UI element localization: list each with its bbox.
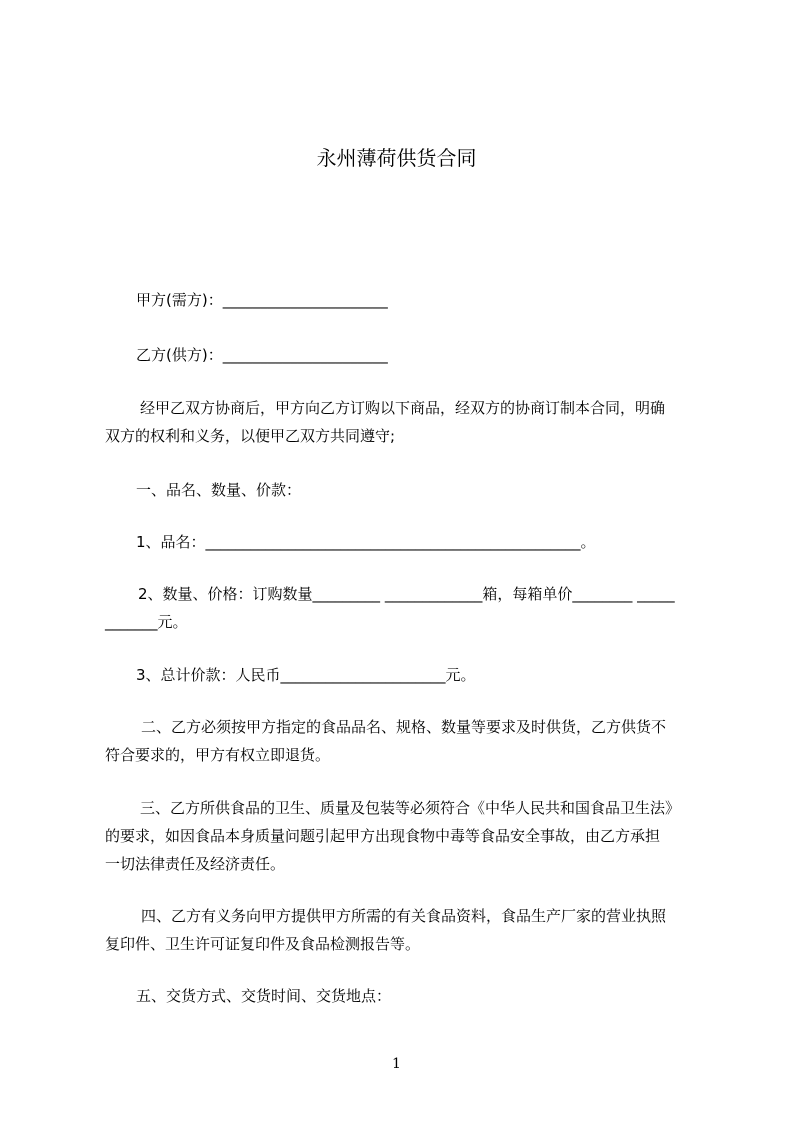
section-5-heading: 五、交货方式、交货时间、交货地点： [136,987,392,1005]
party-a-line: 甲方(需方)：______________________ [136,291,388,309]
item-3-total-price: 3、总计价款：人民币______________________元。 [136,666,476,684]
section-2-line-1: 二、乙方必须按甲方指定的食品品名、规格、数量等要求及时供货，乙方供货不 [141,718,667,736]
document-title: 永州薄荷供货合同 [316,146,477,170]
intro-paragraph-line-1: 经甲乙双方协商后，甲方向乙方订购以下商品，经双方的协商订制本合同，明确 [140,399,666,417]
item-2-quantity-price-line-2: _______元。 [105,613,188,631]
section-2-line-2: 符合要求的，甲方有权立即退货。 [105,746,331,764]
section-4-line-2: 复印件、卫生许可证复印件及食品检测报告等。 [105,935,421,953]
intro-paragraph-line-2: 双方的权利和义务，以便甲乙双方共同遵守; [105,427,396,445]
party-b-line: 乙方(供方)：______________________ [136,346,388,364]
item-1-product-name: 1、品名：__________________________________________________。 [136,533,596,551]
page-number: 1 [392,1056,401,1072]
section-3-line-3: 一切法律责任及经济责任。 [105,855,286,873]
section-4-line-1: 四、乙方有义务向甲方提供甲方所需的有关食品资料，食品生产厂家的营业执照 [141,907,667,925]
section-3-line-2: 的要求，如因食品本身质量问题引起甲方出现食物中毒等食品安全事故，由乙方承担 [105,827,661,845]
section-3-line-1: 三、乙方所供食品的卫生、质量及包装等必须符合《中华人民共和国食品卫生法》 [140,799,681,817]
section-1-heading: 一、品名、数量、价款： [136,481,302,499]
item-2-quantity-price-line-1: 2、数量、价格：订购数量_________ _____________箱，每箱单价________ _____ [138,585,675,603]
